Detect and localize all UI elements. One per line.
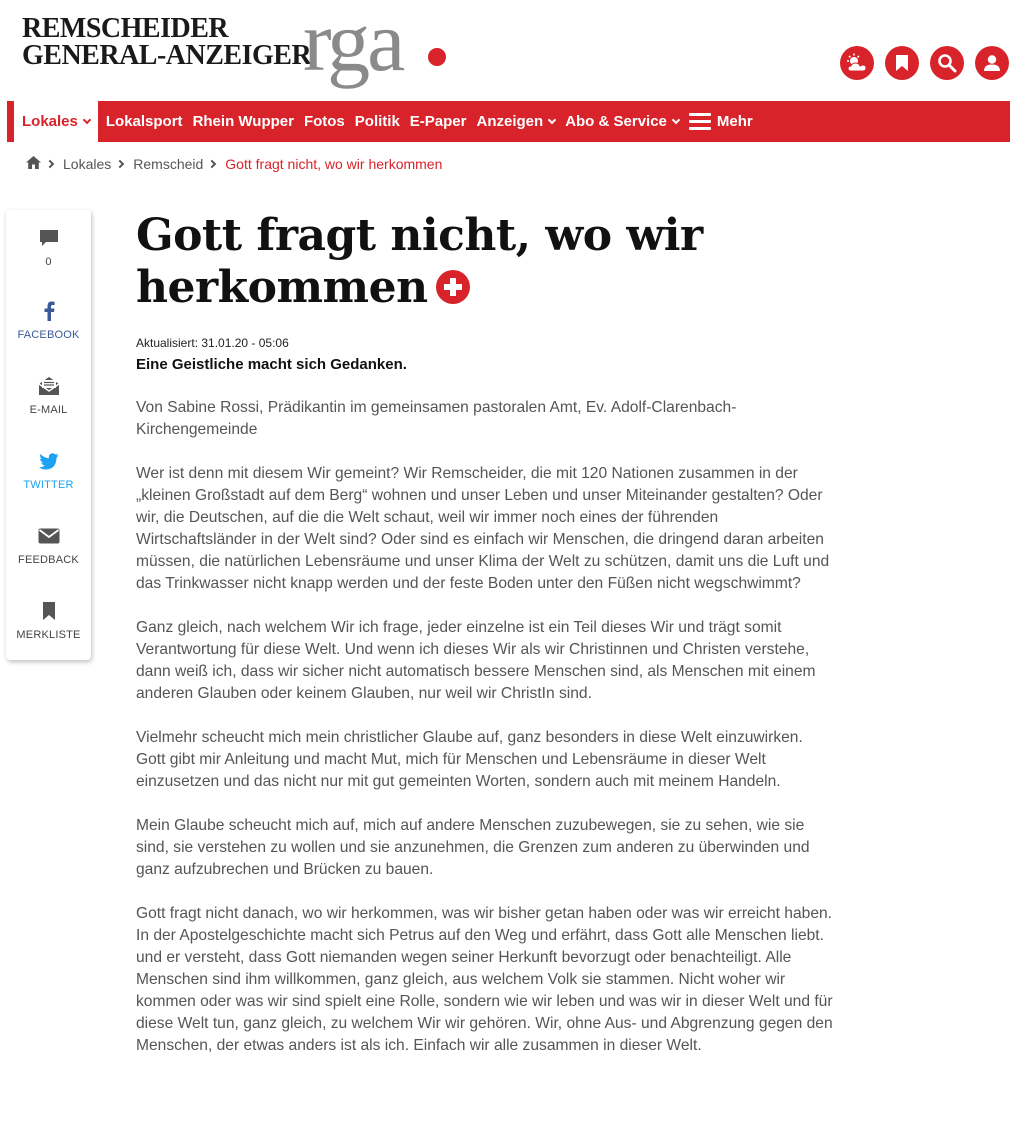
breadcrumb-remscheid[interactable]: Remscheid: [133, 156, 204, 172]
header-actions: [840, 46, 1009, 80]
nav-item-lokales[interactable]: [14, 101, 98, 142]
article-paragraph: Vielmehr scheucht mich mein christlicher Glaube auf, ganz besonders in diese Welt einzuwirken. Gott gibt mir Anleitung und macht Mut, mich für Menschen und Lebensräume in dieser Welt einzusetzen und das nicht nur mit gut gemeinten Worten, sondern auch mit meinem Handeln.: [136, 729, 803, 790]
facebook-label: FACEBOOK: [17, 329, 80, 341]
email-label: E-MAIL: [29, 404, 68, 416]
article-title: [136, 210, 756, 314]
share-sidebar: [6, 210, 91, 660]
logo-dot: [428, 48, 446, 66]
chevron-down-icon: [548, 115, 556, 123]
menu-icon: [689, 113, 711, 130]
main-nav: [7, 101, 1010, 142]
nav-item-label: Lokalsport: [105, 113, 183, 130]
twitter-label: TWITTER: [23, 479, 74, 491]
weather-icon[interactable]: [840, 46, 874, 80]
logo-line-2: GENERAL-ANZEIGER: [22, 40, 312, 71]
nav-item-epaper[interactable]: [405, 101, 472, 142]
chevron-right-icon: [116, 160, 124, 168]
article-paragraph: Mein Glaube scheucht mich auf, mich auf andere Menschen zuzubewegen, sie zu sehen, wie sie sind, sie verstehen zu wollen und sie anzunehmen, die Grenzen zum anderen zu überwinden und ganz aufzubrechen und Brücken zu bauen.: [136, 817, 810, 878]
nav-item-label: Rhein Wupper: [192, 113, 294, 130]
twitter-share-button[interactable]: [6, 449, 91, 491]
nav-item-label: Fotos: [303, 113, 345, 130]
article-paragraph: Gott fragt nicht danach, wo wir herkommen, was wir bisher getan haben oder was wir erreicht haben. In der Apostelgeschichte macht sich Petrus auf den Weg und erfährt, dass Gott alle Menschen liebt. und er versteht, dass Gott niemanden wegen seiner Herkunft bevorzugt oder benachteiligt. Alle Menschen sind ihm willkommen, ganz gleich, aus welchem Volk sie stammen. Nicht woher wir kommen oder was wir sind spielt eine Rolle, sondern wie wir leben und was wir in dieser Welt und für diese Welt tun, ganz gleich, zu welchem Wir wir gehören. Wir, ohne Aus- und Abgrenzung gegen den Menschen, der etwas anders ist als ich. Einfach wir alle zusammen in dieser Welt.: [136, 905, 833, 1054]
comments-count: 0: [45, 256, 52, 268]
logo-rga[interactable]: rga: [303, 0, 403, 89]
logo-line-1: REMSCHEIDER: [22, 13, 229, 44]
twitter-icon: [6, 449, 91, 473]
nav-item-fotos[interactable]: [299, 101, 350, 142]
breadcrumb-lokales[interactable]: Lokales: [63, 156, 112, 172]
site-logo-text[interactable]: [22, 13, 312, 71]
nav-item-abo-service[interactable]: [560, 101, 684, 142]
nav-item-anzeigen[interactable]: [472, 101, 561, 142]
breadcrumb: [26, 156, 442, 172]
nav-item-label: E-Paper: [409, 113, 467, 130]
search-icon[interactable]: [930, 46, 964, 80]
nav-item-lokalsport[interactable]: [101, 101, 188, 142]
chevron-right-icon: [46, 160, 54, 168]
article-paragraph: Wer ist denn mit diesem Wir gemeint? Wir Remscheider, die mit 120 Nationen zusammen in der „kleinen Großstadt auf dem Berg“ wohnen und unser Leben und unser Miteinander gestalten? Oder wir, die Deutschen, auf die die Welt schaut, weil wir immer noch eines der führenden Wirtschaftsländer in der Welt sind? Oder sind es einfach wir Menschen, die dringend daran arbeiten müssen, die natürlichen Lebensräume und unser Klima der Welt zu schützen, damit uns die Luft und das Trinkwasser nicht knapp werden und der feste Boden unter den Füßen nicht wegschwimmt?: [136, 465, 830, 592]
feedback-label: FEEDBACK: [18, 554, 79, 566]
article-teaser: Eine Geistliche macht sich Gedanken.: [136, 356, 407, 373]
chevron-down-icon: [83, 115, 91, 123]
comments-button[interactable]: [6, 226, 91, 268]
nav-item-label: Abo & Service: [565, 113, 667, 130]
nav-item-politik[interactable]: [350, 101, 405, 142]
nav-item-label: Politik: [354, 113, 400, 130]
article-title-text: Gott fragt nicht, wo wir herkommen: [136, 210, 703, 313]
comment-icon: [6, 226, 91, 250]
user-icon[interactable]: [975, 46, 1009, 80]
feedback-button[interactable]: [6, 524, 91, 566]
site-header: [0, 0, 1017, 100]
breadcrumb-current: Gott fragt nicht, wo wir herkommen: [225, 156, 443, 172]
facebook-share-button[interactable]: [6, 299, 91, 341]
facebook-icon: [6, 299, 91, 323]
bookmark-icon[interactable]: [885, 46, 919, 80]
nav-item-label: Anzeigen: [476, 113, 544, 130]
email-share-button[interactable]: [6, 374, 91, 416]
article-body: [136, 397, 836, 1079]
nav-item-rhein-wupper[interactable]: [188, 101, 299, 142]
plus-icon: [436, 270, 470, 304]
home-icon[interactable]: [26, 156, 41, 172]
chevron-right-icon: [208, 160, 216, 168]
envelope-icon: [6, 524, 91, 548]
article-paragraph: Ganz gleich, nach welchem Wir ich frage, jeder einzelne ist ein Teil dieses Wir und trägt somit Verantwortung für diese Welt. Und wenn ich dieses Wir als wir Christinnen und Christen verstehe, dann weiß ich, dass wir sicher nicht automatisch bessere Menschen sind, als Menschen mit einem anderen Glauben oder keinem Glauben, nur weil wir ChristIn sind.: [136, 619, 816, 702]
merkliste-label: MERKLISTE: [16, 629, 81, 641]
nav-item-mehr[interactable]: [684, 101, 758, 142]
merkliste-button[interactable]: [6, 599, 91, 641]
bookmark-icon: [6, 599, 91, 623]
article-updated: Aktualisiert: 31.01.20 - 05:06: [136, 336, 289, 350]
article-author: Von Sabine Rossi, Prädikantin im gemeinsamen pastoralen Amt, Ev. Adolf-Clarenbach-Kirchengemeinde: [136, 399, 737, 438]
nav-item-label: Mehr: [716, 113, 753, 130]
nav-item-label: Lokales: [22, 113, 78, 130]
email-icon: [6, 374, 91, 398]
chevron-down-icon: [672, 115, 680, 123]
